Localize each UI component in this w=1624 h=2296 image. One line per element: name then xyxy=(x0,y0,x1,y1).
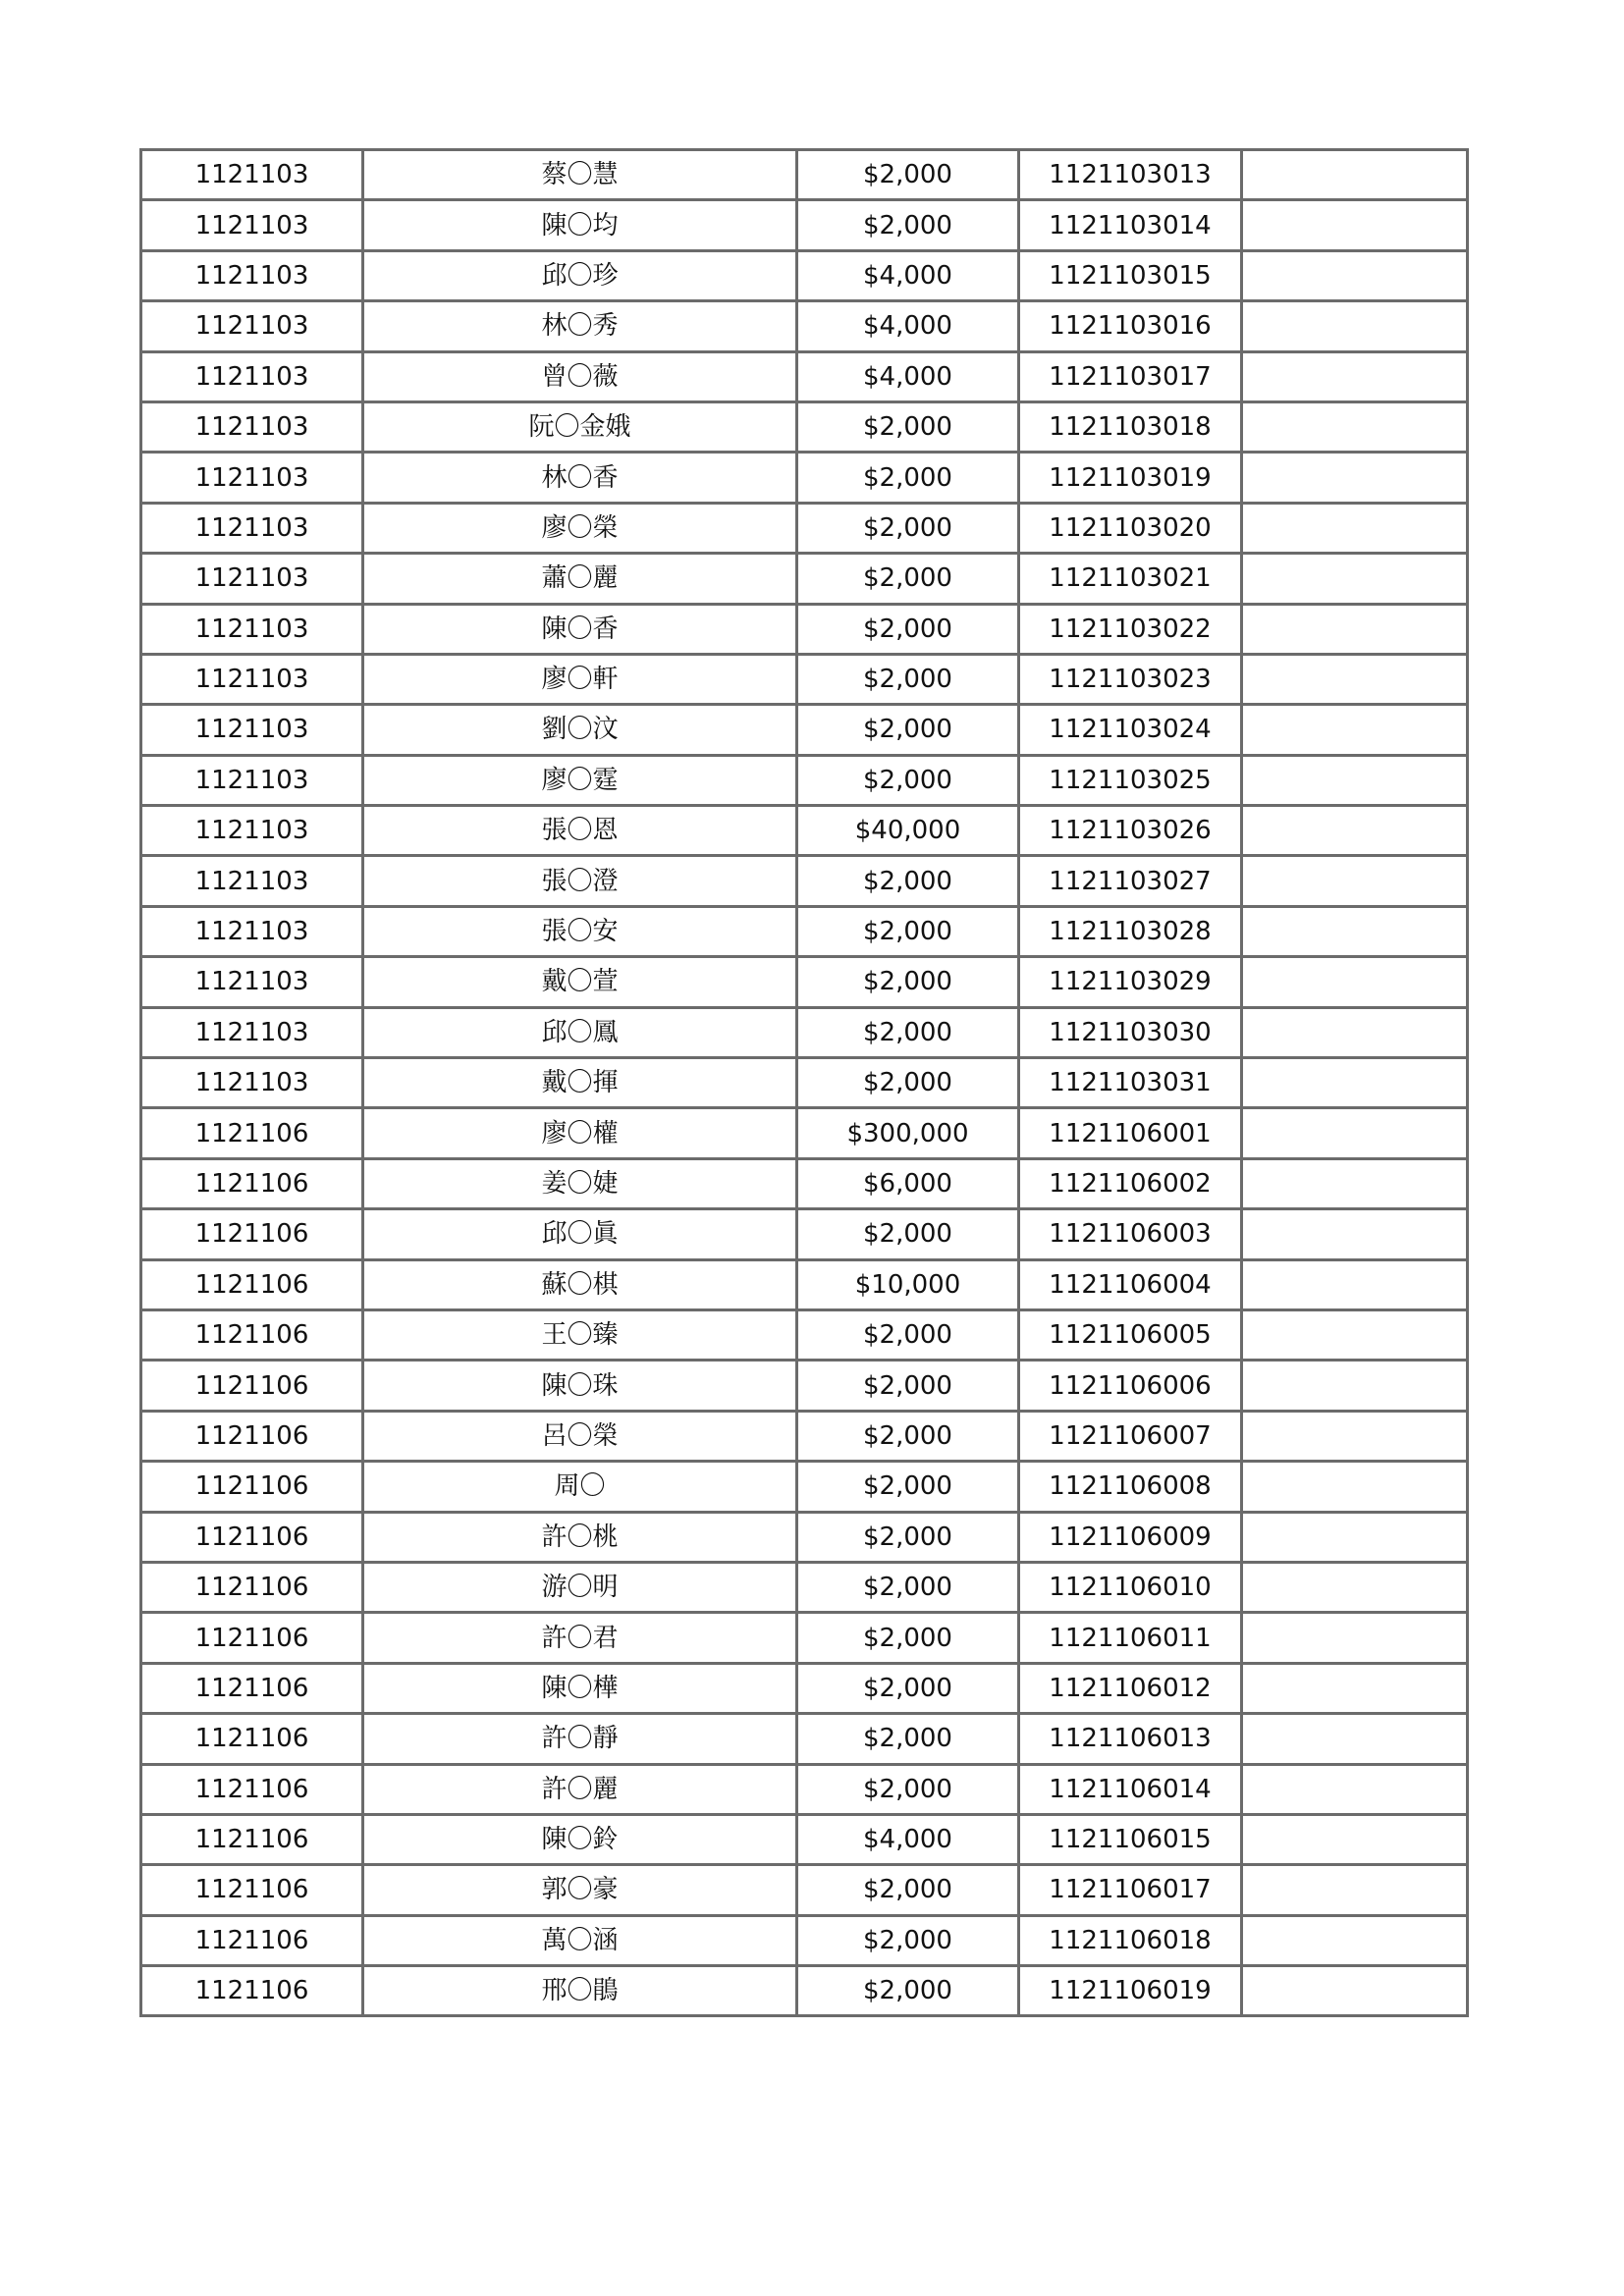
name-cell: 許〇桃 xyxy=(363,1512,797,1562)
name-cell: 戴〇萱 xyxy=(363,957,797,1007)
receipt-number-cell: 1121106005 xyxy=(1019,1309,1242,1360)
note-cell xyxy=(1242,401,1468,452)
amount-cell: $2,000 xyxy=(797,957,1019,1007)
name-cell: 張〇恩 xyxy=(363,806,797,856)
name-cell: 邱〇眞 xyxy=(363,1209,797,1259)
table-row xyxy=(141,1865,1468,1915)
receipt-number-cell: 1121106014 xyxy=(1019,1764,1242,1814)
amount-cell: $6,000 xyxy=(797,1158,1019,1208)
note-cell xyxy=(1242,554,1468,604)
note-cell xyxy=(1242,150,1468,200)
receipt-number-cell: 1121103019 xyxy=(1019,453,1242,503)
table-row xyxy=(141,1058,1468,1108)
note-cell xyxy=(1242,1158,1468,1208)
receipt-number-cell: 1121103031 xyxy=(1019,1058,1242,1108)
note-cell xyxy=(1242,1966,1468,2016)
date-cell: 1121103 xyxy=(141,604,363,654)
receipt-number-cell: 1121103013 xyxy=(1019,150,1242,200)
table-row xyxy=(141,806,1468,856)
amount-cell: $2,000 xyxy=(797,1562,1019,1612)
note-cell xyxy=(1242,856,1468,906)
note-cell xyxy=(1242,250,1468,300)
receipt-number-cell: 1121106012 xyxy=(1019,1663,1242,1713)
note-cell xyxy=(1242,1764,1468,1814)
receipt-number-cell: 1121106013 xyxy=(1019,1714,1242,1764)
amount-cell: $300,000 xyxy=(797,1108,1019,1158)
note-cell xyxy=(1242,1309,1468,1360)
table-body xyxy=(141,150,1468,2016)
name-cell: 蘇〇棋 xyxy=(363,1259,797,1309)
date-cell: 1121106 xyxy=(141,1814,363,1864)
table-row xyxy=(141,755,1468,805)
table-row xyxy=(141,301,1468,351)
name-cell: 呂〇榮 xyxy=(363,1411,797,1461)
date-cell: 1121106 xyxy=(141,1865,363,1915)
date-cell: 1121106 xyxy=(141,1259,363,1309)
amount-cell: $2,000 xyxy=(797,604,1019,654)
receipt-number-cell: 1121106008 xyxy=(1019,1462,1242,1512)
table-row xyxy=(141,1411,1468,1461)
date-cell: 1121106 xyxy=(141,1613,363,1663)
date-cell: 1121103 xyxy=(141,401,363,452)
amount-cell: $40,000 xyxy=(797,806,1019,856)
table-row xyxy=(141,604,1468,654)
amount-cell: $2,000 xyxy=(797,1058,1019,1108)
date-cell: 1121103 xyxy=(141,453,363,503)
table-row xyxy=(141,453,1468,503)
date-cell: 1121103 xyxy=(141,250,363,300)
note-cell xyxy=(1242,1562,1468,1612)
date-cell: 1121103 xyxy=(141,351,363,401)
amount-cell: $2,000 xyxy=(797,503,1019,553)
note-cell xyxy=(1242,1411,1468,1461)
receipt-number-cell: 1121103017 xyxy=(1019,351,1242,401)
date-cell: 1121103 xyxy=(141,755,363,805)
table-row xyxy=(141,654,1468,704)
table-row xyxy=(141,1764,1468,1814)
date-cell: 1121103 xyxy=(141,503,363,553)
receipt-number-cell: 1121106010 xyxy=(1019,1562,1242,1612)
name-cell: 郭〇豪 xyxy=(363,1865,797,1915)
note-cell xyxy=(1242,503,1468,553)
name-cell: 張〇安 xyxy=(363,906,797,956)
date-cell: 1121103 xyxy=(141,654,363,704)
date-cell: 1121106 xyxy=(141,1158,363,1208)
name-cell: 蕭〇麗 xyxy=(363,554,797,604)
date-cell: 1121106 xyxy=(141,1361,363,1411)
note-cell xyxy=(1242,604,1468,654)
amount-cell: $2,000 xyxy=(797,906,1019,956)
name-cell: 林〇香 xyxy=(363,453,797,503)
amount-cell: $2,000 xyxy=(797,1764,1019,1814)
receipt-number-cell: 1121103020 xyxy=(1019,503,1242,553)
receipt-number-cell: 1121103029 xyxy=(1019,957,1242,1007)
amount-cell: $4,000 xyxy=(797,1814,1019,1864)
note-cell xyxy=(1242,1108,1468,1158)
receipt-number-cell: 1121106009 xyxy=(1019,1512,1242,1562)
amount-cell: $2,000 xyxy=(797,1915,1019,1965)
amount-cell: $2,000 xyxy=(797,1007,1019,1057)
name-cell: 廖〇榮 xyxy=(363,503,797,553)
table-row xyxy=(141,351,1468,401)
receipt-number-cell: 1121103023 xyxy=(1019,654,1242,704)
receipt-number-cell: 1121103014 xyxy=(1019,200,1242,250)
note-cell xyxy=(1242,200,1468,250)
receipt-number-cell: 1121106011 xyxy=(1019,1613,1242,1663)
note-cell xyxy=(1242,654,1468,704)
amount-cell: $2,000 xyxy=(797,856,1019,906)
date-cell: 1121103 xyxy=(141,1007,363,1057)
amount-cell: $2,000 xyxy=(797,1361,1019,1411)
note-cell xyxy=(1242,1613,1468,1663)
table-row xyxy=(141,1613,1468,1663)
note-cell xyxy=(1242,1058,1468,1108)
table-row xyxy=(141,1663,1468,1713)
table-row xyxy=(141,1361,1468,1411)
name-cell: 許〇君 xyxy=(363,1613,797,1663)
table-row xyxy=(141,1462,1468,1512)
amount-cell: $2,000 xyxy=(797,1462,1019,1512)
name-cell: 陳〇香 xyxy=(363,604,797,654)
table-row xyxy=(141,401,1468,452)
note-cell xyxy=(1242,806,1468,856)
amount-cell: $10,000 xyxy=(797,1259,1019,1309)
name-cell: 陳〇樺 xyxy=(363,1663,797,1713)
note-cell xyxy=(1242,1915,1468,1965)
table-row xyxy=(141,906,1468,956)
date-cell: 1121106 xyxy=(141,1915,363,1965)
name-cell: 張〇澄 xyxy=(363,856,797,906)
receipt-number-cell: 1121103025 xyxy=(1019,755,1242,805)
receipt-number-cell: 1121106002 xyxy=(1019,1158,1242,1208)
date-cell: 1121103 xyxy=(141,906,363,956)
name-cell: 許〇麗 xyxy=(363,1764,797,1814)
amount-cell: $2,000 xyxy=(797,1209,1019,1259)
amount-cell: $2,000 xyxy=(797,1512,1019,1562)
date-cell: 1121106 xyxy=(141,1209,363,1259)
date-cell: 1121106 xyxy=(141,1411,363,1461)
amount-cell: $2,000 xyxy=(797,200,1019,250)
table-row xyxy=(141,554,1468,604)
table-row xyxy=(141,1158,1468,1208)
amount-cell: $2,000 xyxy=(797,554,1019,604)
table-row xyxy=(141,1562,1468,1612)
name-cell: 王〇臻 xyxy=(363,1309,797,1360)
note-cell xyxy=(1242,1361,1468,1411)
date-cell: 1121103 xyxy=(141,705,363,755)
date-cell: 1121103 xyxy=(141,301,363,351)
amount-cell: $2,000 xyxy=(797,453,1019,503)
date-cell: 1121103 xyxy=(141,1058,363,1108)
name-cell: 陳〇均 xyxy=(363,200,797,250)
table-row xyxy=(141,1259,1468,1309)
note-cell xyxy=(1242,755,1468,805)
receipt-number-cell: 1121106007 xyxy=(1019,1411,1242,1461)
name-cell: 廖〇霆 xyxy=(363,755,797,805)
receipt-number-cell: 1121106004 xyxy=(1019,1259,1242,1309)
amount-cell: $2,000 xyxy=(797,705,1019,755)
name-cell: 廖〇權 xyxy=(363,1108,797,1158)
receipt-number-cell: 1121106019 xyxy=(1019,1966,1242,2016)
name-cell: 邢〇鵑 xyxy=(363,1966,797,2016)
note-cell xyxy=(1242,957,1468,1007)
receipt-number-cell: 1121103016 xyxy=(1019,301,1242,351)
name-cell: 曾〇薇 xyxy=(363,351,797,401)
date-cell: 1121103 xyxy=(141,957,363,1007)
table-row xyxy=(141,250,1468,300)
date-cell: 1121106 xyxy=(141,1966,363,2016)
name-cell: 戴〇揮 xyxy=(363,1058,797,1108)
date-cell: 1121106 xyxy=(141,1462,363,1512)
note-cell xyxy=(1242,1814,1468,1864)
receipt-number-cell: 1121103018 xyxy=(1019,401,1242,452)
name-cell: 劉〇汶 xyxy=(363,705,797,755)
receipt-number-cell: 1121103027 xyxy=(1019,856,1242,906)
date-cell: 1121103 xyxy=(141,554,363,604)
date-cell: 1121103 xyxy=(141,806,363,856)
amount-cell: $2,000 xyxy=(797,1865,1019,1915)
donation-table xyxy=(139,148,1469,2017)
amount-cell: $4,000 xyxy=(797,250,1019,300)
note-cell xyxy=(1242,1865,1468,1915)
name-cell: 周〇 xyxy=(363,1462,797,1512)
amount-cell: $4,000 xyxy=(797,301,1019,351)
receipt-number-cell: 1121106015 xyxy=(1019,1814,1242,1864)
date-cell: 1121106 xyxy=(141,1663,363,1713)
receipt-number-cell: 1121106017 xyxy=(1019,1865,1242,1915)
note-cell xyxy=(1242,906,1468,956)
table-row xyxy=(141,1209,1468,1259)
table-row xyxy=(141,1915,1468,1965)
name-cell: 林〇秀 xyxy=(363,301,797,351)
amount-cell: $2,000 xyxy=(797,1966,1019,2016)
amount-cell: $4,000 xyxy=(797,351,1019,401)
date-cell: 1121106 xyxy=(141,1512,363,1562)
amount-cell: $2,000 xyxy=(797,401,1019,452)
date-cell: 1121106 xyxy=(141,1108,363,1158)
note-cell xyxy=(1242,1663,1468,1713)
name-cell: 萬〇涵 xyxy=(363,1915,797,1965)
note-cell xyxy=(1242,1007,1468,1057)
receipt-number-cell: 1121103024 xyxy=(1019,705,1242,755)
name-cell: 陳〇鈴 xyxy=(363,1814,797,1864)
receipt-number-cell: 1121103026 xyxy=(1019,806,1242,856)
amount-cell: $2,000 xyxy=(797,150,1019,200)
table-row xyxy=(141,957,1468,1007)
receipt-number-cell: 1121103030 xyxy=(1019,1007,1242,1057)
receipt-number-cell: 1121106001 xyxy=(1019,1108,1242,1158)
table-row xyxy=(141,1966,1468,2016)
note-cell xyxy=(1242,301,1468,351)
receipt-number-cell: 1121103028 xyxy=(1019,906,1242,956)
name-cell: 邱〇珍 xyxy=(363,250,797,300)
note-cell xyxy=(1242,1512,1468,1562)
name-cell: 廖〇軒 xyxy=(363,654,797,704)
name-cell: 許〇靜 xyxy=(363,1714,797,1764)
name-cell: 游〇明 xyxy=(363,1562,797,1612)
table-row xyxy=(141,1007,1468,1057)
receipt-number-cell: 1121106003 xyxy=(1019,1209,1242,1259)
date-cell: 1121106 xyxy=(141,1714,363,1764)
amount-cell: $2,000 xyxy=(797,1309,1019,1360)
receipt-number-cell: 1121106006 xyxy=(1019,1361,1242,1411)
date-cell: 1121106 xyxy=(141,1562,363,1612)
amount-cell: $2,000 xyxy=(797,755,1019,805)
table-row xyxy=(141,503,1468,553)
table-row xyxy=(141,705,1468,755)
amount-cell: $2,000 xyxy=(797,654,1019,704)
amount-cell: $2,000 xyxy=(797,1714,1019,1764)
table-row xyxy=(141,856,1468,906)
date-cell: 1121106 xyxy=(141,1764,363,1814)
name-cell: 陳〇珠 xyxy=(363,1361,797,1411)
receipt-number-cell: 1121103021 xyxy=(1019,554,1242,604)
name-cell: 邱〇鳳 xyxy=(363,1007,797,1057)
receipt-number-cell: 1121103015 xyxy=(1019,250,1242,300)
note-cell xyxy=(1242,705,1468,755)
name-cell: 蔡〇慧 xyxy=(363,150,797,200)
table-row xyxy=(141,1108,1468,1158)
amount-cell: $2,000 xyxy=(797,1663,1019,1713)
note-cell xyxy=(1242,1209,1468,1259)
table-row xyxy=(141,1714,1468,1764)
date-cell: 1121103 xyxy=(141,150,363,200)
amount-cell: $2,000 xyxy=(797,1411,1019,1461)
amount-cell: $2,000 xyxy=(797,1613,1019,1663)
date-cell: 1121103 xyxy=(141,200,363,250)
table-row xyxy=(141,1814,1468,1864)
note-cell xyxy=(1242,1714,1468,1764)
table-row xyxy=(141,1512,1468,1562)
name-cell: 姜〇婕 xyxy=(363,1158,797,1208)
note-cell xyxy=(1242,453,1468,503)
date-cell: 1121106 xyxy=(141,1309,363,1360)
note-cell xyxy=(1242,1259,1468,1309)
receipt-number-cell: 1121103022 xyxy=(1019,604,1242,654)
name-cell: 阮〇金娥 xyxy=(363,401,797,452)
table-row xyxy=(141,1309,1468,1360)
table-row xyxy=(141,150,1468,200)
note-cell xyxy=(1242,1462,1468,1512)
table-row xyxy=(141,200,1468,250)
note-cell xyxy=(1242,351,1468,401)
date-cell: 1121103 xyxy=(141,856,363,906)
receipt-number-cell: 1121106018 xyxy=(1019,1915,1242,1965)
